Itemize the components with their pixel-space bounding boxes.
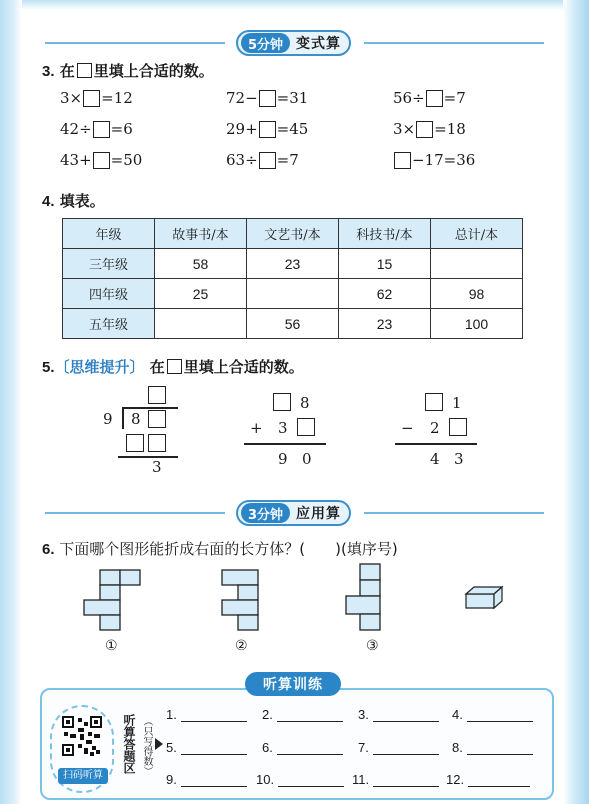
table-header: 科技书/本: [339, 219, 431, 249]
answer-blank[interactable]: [181, 708, 247, 722]
question-3-title: 3. 在 里填上合适的数。: [42, 62, 214, 80]
answer-box-icon: [167, 359, 182, 374]
table-row: [63, 249, 523, 279]
division-bracket: [122, 407, 124, 429]
table-cell: 23: [339, 309, 431, 339]
quotient-box[interactable]: [148, 386, 166, 404]
divisor: 9: [103, 410, 113, 428]
answer-blank[interactable]: [373, 708, 439, 722]
answer-blank[interactable]: [278, 773, 344, 787]
thinking-tag: 〔思维提升〕: [54, 358, 145, 376]
add-result-digit: 9: [278, 450, 288, 468]
equation-5: 29+ =45: [226, 120, 309, 138]
answer-box[interactable]: [259, 152, 276, 169]
answer-box[interactable]: [93, 121, 110, 138]
table-cell: 15: [339, 249, 431, 279]
table-cell: 98: [431, 279, 523, 309]
answer-blank[interactable]: [467, 708, 533, 722]
cuboid-icon: [464, 584, 504, 612]
table-cell: 23: [247, 249, 339, 279]
answer-box[interactable]: [426, 90, 443, 107]
table-cell: 100: [431, 309, 523, 339]
page-edge-top: [0, 0, 589, 10]
row-label: 四年级: [63, 279, 155, 309]
answer-box-icon: [77, 63, 92, 78]
add-second-digit: 3: [278, 419, 288, 437]
book-table: [62, 218, 523, 339]
answer-item: 12.: [446, 772, 530, 787]
answer-area-label: 听算答题区: [122, 714, 136, 774]
page-edge-left: [0, 0, 22, 804]
section-time: 3分钟: [241, 503, 290, 523]
answer-box[interactable]: [259, 90, 276, 107]
equation-4: 42÷ =6: [60, 120, 133, 138]
equation-8: 63÷ =7: [226, 151, 299, 169]
product-box-1[interactable]: [126, 434, 144, 452]
dividend-digit: 8: [131, 410, 141, 428]
answer-item: 5.: [166, 740, 247, 755]
banner-pill: [236, 500, 351, 526]
add-top-box[interactable]: [273, 393, 291, 411]
answer-item: 6.: [262, 740, 343, 755]
answer-item: 9.: [166, 772, 247, 787]
option-label-1: ①: [105, 638, 118, 654]
row-label: 五年级: [63, 309, 155, 339]
net-option-3[interactable]: [344, 562, 390, 634]
answer-box[interactable]: [93, 152, 110, 169]
banner-pill: [236, 30, 351, 56]
answer-item: 4.: [452, 707, 533, 722]
table-cell-blank[interactable]: [155, 309, 247, 339]
section-name: 应用算: [296, 506, 342, 522]
add-result-line: [244, 443, 326, 445]
qr-code-icon[interactable]: [62, 716, 102, 756]
banner-line-right: [364, 512, 544, 514]
remainder: 3: [152, 458, 162, 476]
table-row: [63, 309, 523, 339]
answer-item: 2.: [262, 707, 343, 722]
sub-top-box[interactable]: [425, 393, 443, 411]
sub-top-digit: 1: [452, 394, 462, 412]
add-second-box[interactable]: [297, 418, 315, 436]
table-header: 总计/本: [431, 219, 523, 249]
add-top-digit: 8: [300, 394, 310, 412]
answer-blank[interactable]: [277, 708, 343, 722]
equation-7: 43+ =50: [60, 151, 143, 169]
answer-blank[interactable]: [373, 773, 439, 787]
equation-2: 72− =31: [226, 89, 309, 107]
banner-line-right: [364, 42, 544, 44]
table-cell: 62: [339, 279, 431, 309]
division-result-line: [118, 456, 178, 458]
page-edge-right: [563, 0, 589, 804]
equation-3: 56÷ =7: [393, 89, 466, 107]
table-cell: 56: [247, 309, 339, 339]
section-time: 5分钟: [241, 33, 290, 53]
net-option-2[interactable]: [218, 568, 274, 634]
add-result-digit: 0: [302, 450, 312, 468]
answer-blank[interactable]: [468, 773, 530, 787]
answer-box[interactable]: [83, 90, 100, 107]
option-label-3: ③: [366, 638, 379, 654]
arrow-right-icon: [155, 738, 163, 750]
table-cell-blank[interactable]: [247, 279, 339, 309]
table-cell-blank[interactable]: [431, 249, 523, 279]
add-operator: +: [250, 419, 263, 437]
sub-second-digit: 2: [430, 419, 440, 437]
listening-title: 听算训练: [245, 672, 341, 696]
answer-blank[interactable]: [467, 741, 533, 755]
equation-6: 3× =18: [393, 120, 466, 138]
table-cell: 58: [155, 249, 247, 279]
banner-line-left: [45, 42, 225, 44]
section-name: 变式算: [296, 36, 342, 52]
section-banner-application: [0, 500, 589, 526]
scan-listen-button[interactable]: 扫码听算: [58, 768, 108, 784]
equation-9: −17=36: [393, 151, 475, 169]
table-header: 文艺书/本: [247, 219, 339, 249]
table-header: 故事书/本: [155, 219, 247, 249]
answer-box[interactable]: [394, 152, 411, 169]
question-6-title: 6. 下面哪个图形能折成右面的长方体？( )(填序号): [42, 540, 398, 558]
answer-blank[interactable]: [373, 741, 439, 755]
option-label-2: ②: [235, 638, 248, 654]
table-header-row: [63, 219, 523, 249]
answer-box[interactable]: [416, 121, 433, 138]
product-box-2[interactable]: [148, 434, 166, 452]
sub-result-digit: 4: [430, 450, 440, 468]
sub-operator: −: [401, 419, 414, 437]
answer-item: 7.: [358, 740, 439, 755]
section-banner-variant-calc: [0, 30, 589, 56]
answer-item: 10.: [256, 772, 344, 787]
banner-line-left: [45, 512, 225, 514]
answer-blank[interactable]: [277, 741, 343, 755]
sub-result-digit: 3: [454, 450, 464, 468]
question-4-title: 4. 填表。: [42, 192, 105, 210]
answer-item: 1.: [166, 707, 247, 722]
table-header: 年级: [63, 219, 155, 249]
answer-box[interactable]: [259, 121, 276, 138]
answer-area-note: （只写得数）: [141, 716, 152, 776]
sub-second-box[interactable]: [449, 418, 467, 436]
question-5-title: 5.〔思维提升〕 在 里填上合适的数。: [42, 358, 304, 376]
row-label: 三年级: [63, 249, 155, 279]
dividend-box[interactable]: [148, 410, 166, 428]
table-row: [63, 279, 523, 309]
answer-blank[interactable]: [181, 741, 247, 755]
answer-item: 8.: [452, 740, 533, 755]
division-bar: [122, 407, 178, 409]
net-option-1[interactable]: [82, 568, 144, 634]
sub-result-line: [395, 443, 477, 445]
equation-1: 3× =12: [60, 89, 133, 107]
table-cell: 25: [155, 279, 247, 309]
answer-item: 3.: [358, 707, 439, 722]
answer-blank[interactable]: [181, 773, 247, 787]
answer-item: 11.: [352, 772, 439, 787]
